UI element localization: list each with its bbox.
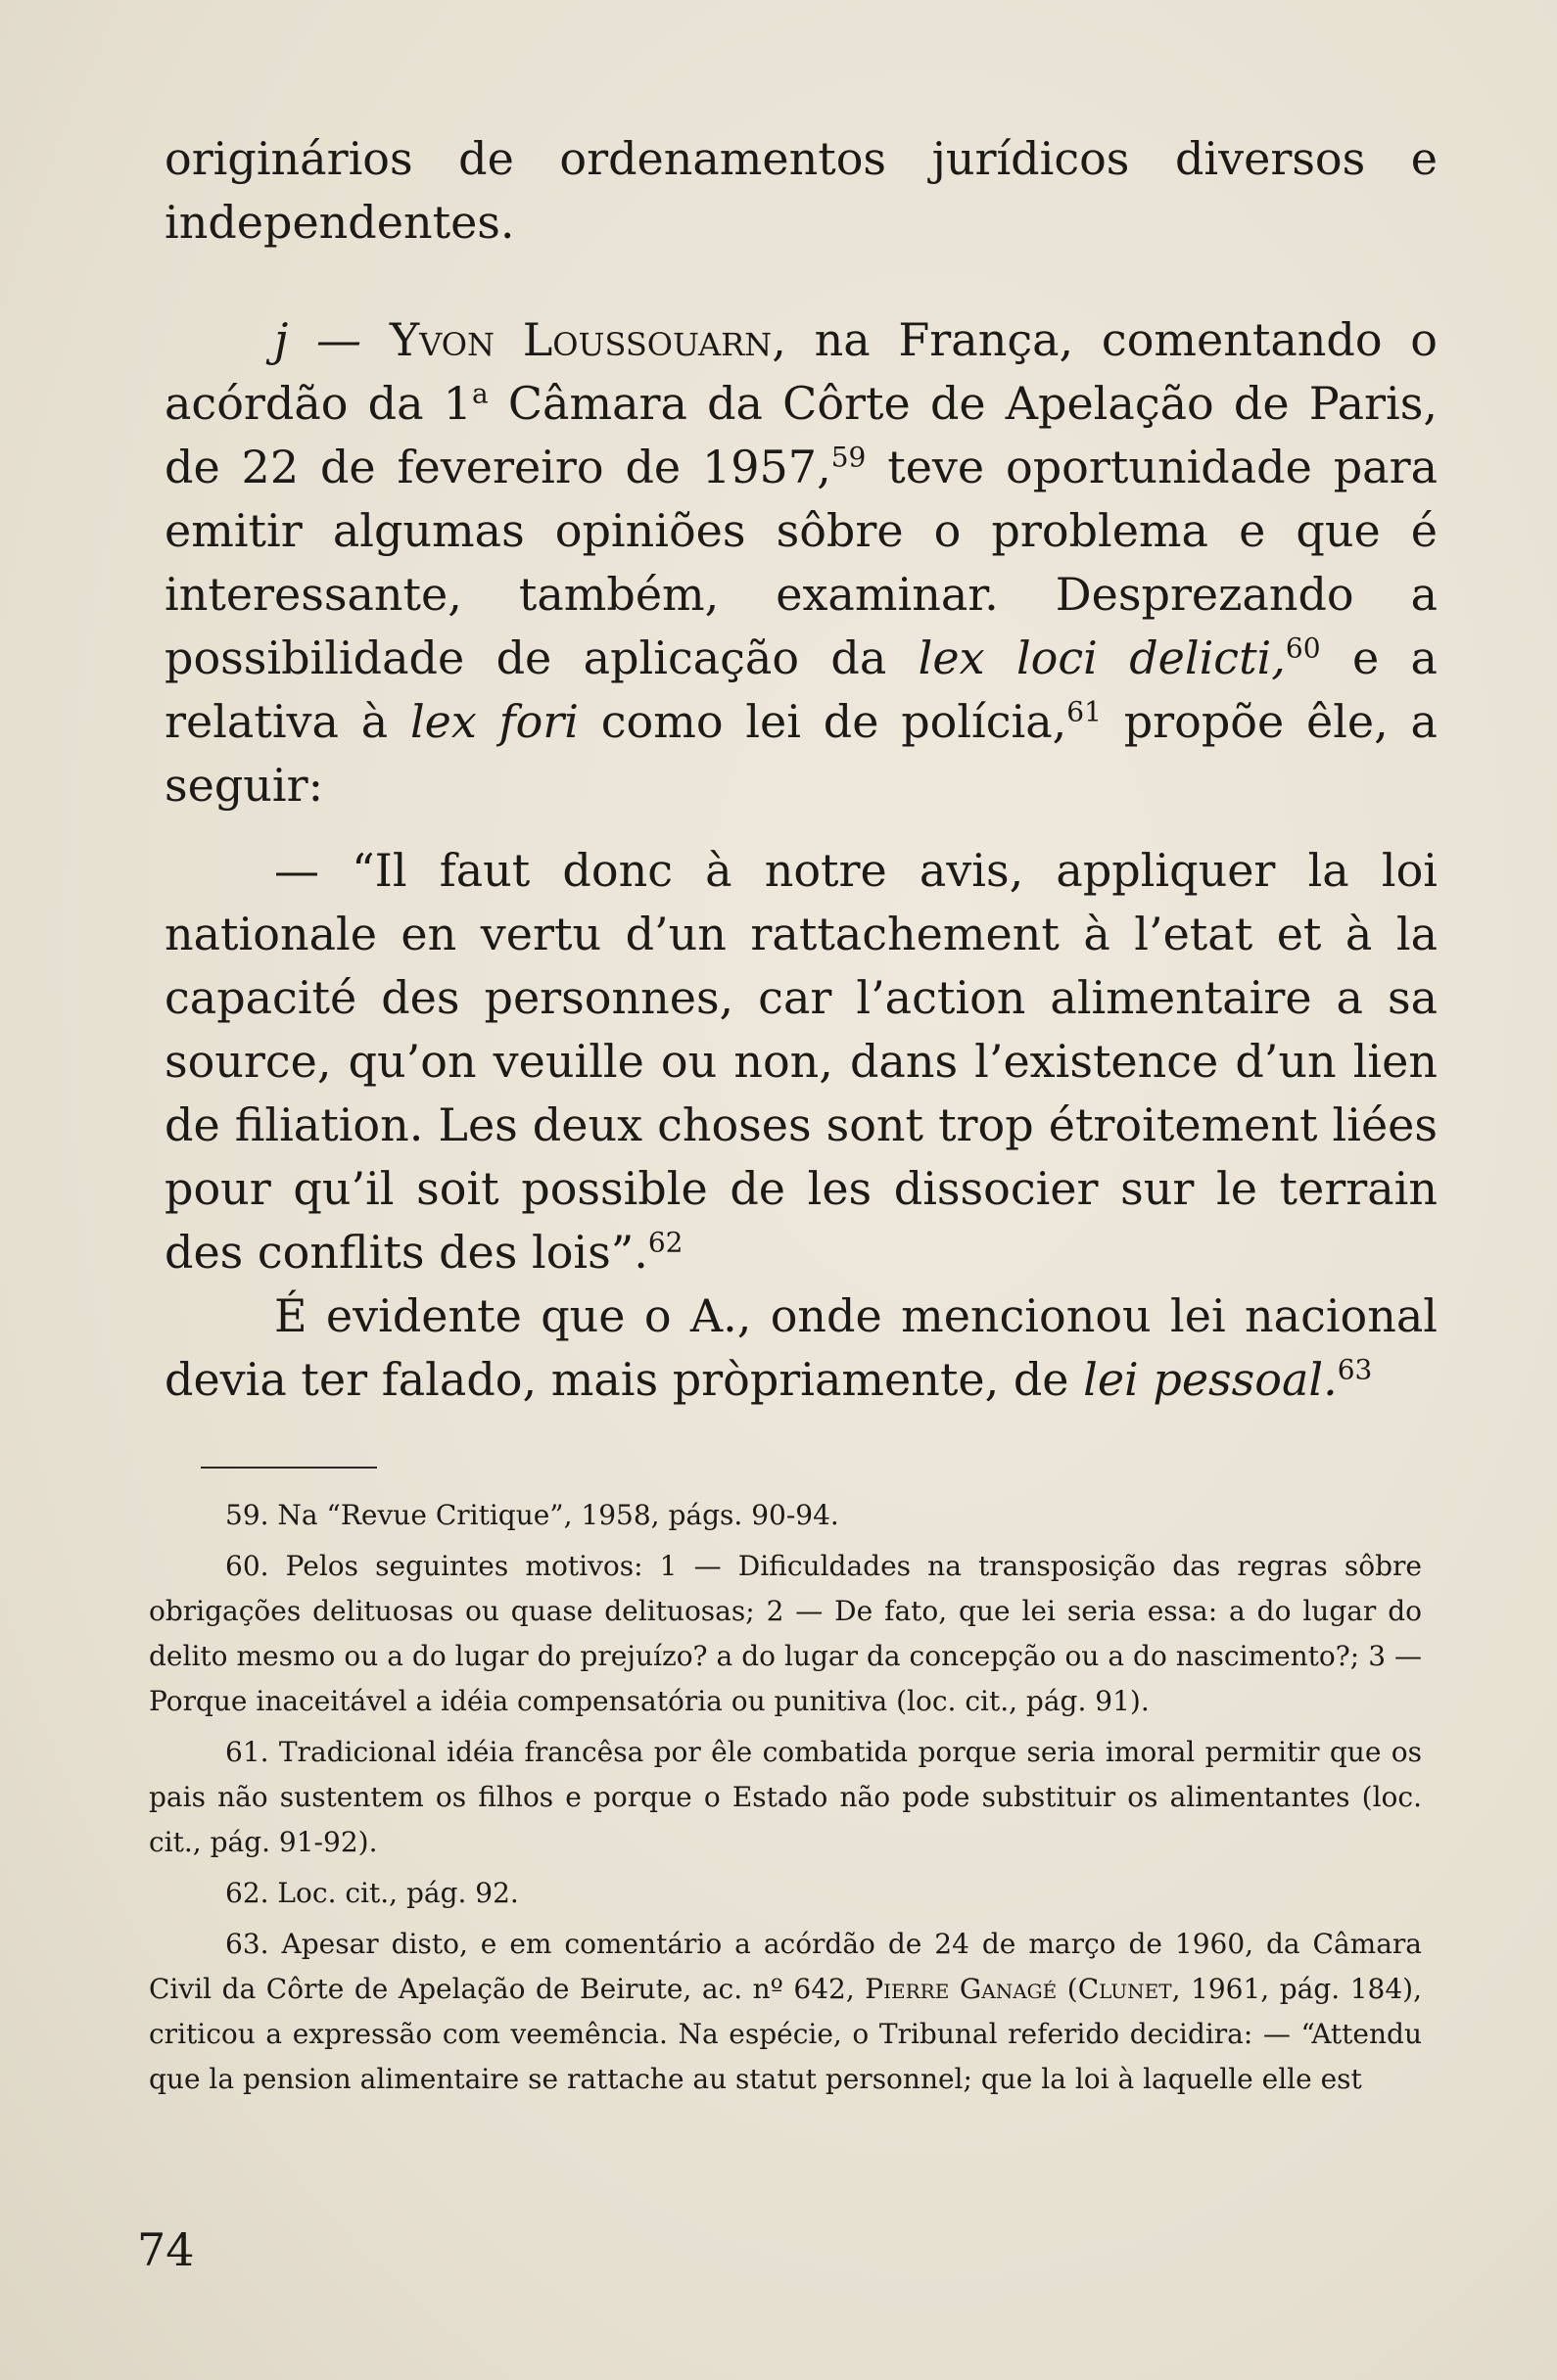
paragraph-conclusion: É evidente que o A., onde mencionou lei nacional devia ter falado, mais pròpriamente, de lei pessoal.$^{63}$ (165, 1289, 1438, 1406)
journal-name: Clunet (1077, 1973, 1172, 2005)
footnote-ref-62: 62 (647, 1226, 684, 1259)
footnote-ref-61: 61 (1066, 695, 1102, 728)
footnote-ref-60: 60 (1285, 631, 1321, 665)
paragraph-continuation: originários de ordenamentos jurídicos diversos e independentes. (165, 132, 1438, 249)
author-name: Yvon Loussouarn (389, 313, 773, 366)
paragraph-loussouarn: j — Yvon Loussouarn, na França, comentando o acórdão da 1$^a$ Câmara da Côrte de Apelação de Paris, de 22 de fevereiro de 1957,59 teve oportunidade para emitir algumas opiniões sôbre o problema e que é interessante, também, examinar. Desprezando a possibilidade de aplicação da lex loci delicti,$^{60}$ e a relativa à lex fori como lei de polícia,$^{61}$ propõe êle, a seguir: (165, 313, 1438, 812)
footnotes (149, 1493, 1422, 2108)
latin-term: lex loci delicti, (918, 631, 1286, 684)
latin-term: lex fori (409, 695, 580, 748)
ordinal-mark: a (471, 377, 489, 410)
footnote-60: 60. Pelos seguintes motivos: 1 — Dificuldades na transposição das regras sôbre obrigações delituosas ou quase delituosas; 2 — De fato, que lei seria essa: a do lugar do delito mesmo ou a do lugar do prejuízo? a do lugar da concepção ou a do nascimento?; 3 — Porque inaceitável a idéia compensatória ou punitiva (loc. cit., pág. 91). (149, 1550, 1422, 1717)
footnote-ref-59: 59 (830, 441, 867, 474)
author-name: Pierre Ganagé (865, 1973, 1058, 2005)
footnote-63: 63. Apesar disto, e em comentário a acórdão de 24 de março de 1960, da Câmara Civil da Côrte de Apelação de Beirute, ac. nº 642, Pierre Ganagé (Clunet, 1961, pág. 184), criticou a expressão com veemência. Na espécie, o Tribunal referido decidira: — “Attendu que la pension alimentaire se rattache au statut personnel; que la loi à laquelle elle est (149, 1928, 1422, 2095)
emphasis-term: lei pessoal. (1083, 1353, 1338, 1406)
footnote-61: 61. Tradicional idéia francêsa por êle combatida porque seria imoral permitir que os pais não sustentem os filhos e porque o Estado não pode substituir os alimentantes (loc. cit., pág. 91-92). (149, 1736, 1422, 1858)
footnote-ref-63: 63 (1337, 1353, 1373, 1386)
main-text (165, 127, 1438, 1412)
footnote-62: 62. Loc. cit., pág. 92. (225, 1877, 519, 1909)
footnote-separator (201, 1467, 377, 1469)
item-letter: j — (274, 313, 390, 366)
footnote-59: 59. Na “Revue Critique”, 1958, págs. 90-94. (225, 1499, 839, 1531)
quotation: — “Il faut donc à notre avis, appliquer la loi nationale en vertu d’un rattachement à l’etat et à la capacité des personnes, car l’action alimentaire a sa source, qu’on veuille ou non, dans l’existence d’un lien de filiation. Les deux choses sont trop étroitement liées pour qu’il soit possible de les dissocier sur le terrain des conflits des lois”.$^{62}$ (165, 844, 1438, 1279)
page-number: 74 (137, 2223, 195, 2276)
